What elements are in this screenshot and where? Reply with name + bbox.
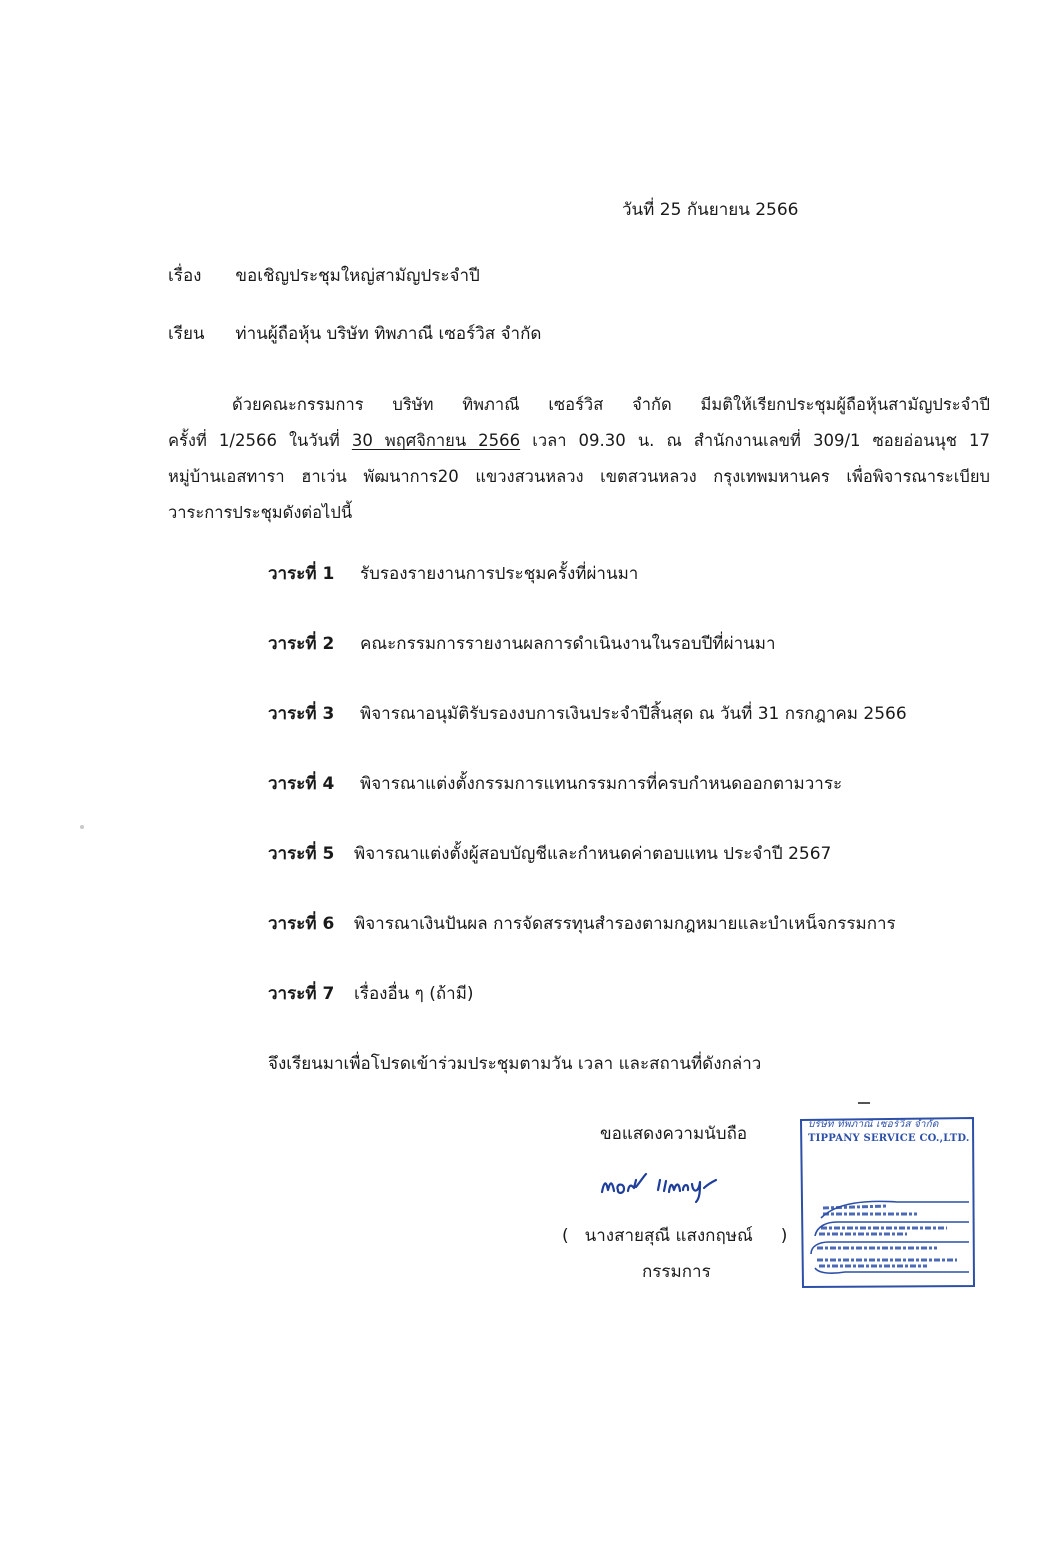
agenda-number: วาระที่ 7 [268,984,335,1004]
agenda-item-5 [268,840,831,867]
agenda-text: พิจารณาแต่งตั้งผู้สอบบัญชีและกำหนดค่าตอบแทน ประจำปี 2567 [354,844,832,864]
agenda-item-6 [268,910,896,937]
agenda-item-2 [268,630,776,657]
agenda-number: วาระที่ 4 [268,774,335,794]
signer-open-paren: ( [562,1226,569,1246]
stamp-company-thai: บริษัท ทิพภาณี เซอร์วิส จำกัด [808,1119,939,1130]
body-line-4: วาระการประชุมดังต่อไปนี้ [168,503,353,522]
letter-date: วันที่ 25 กันยายน 2566 [622,200,799,220]
agenda-number: วาระที่ 3 [268,704,335,724]
handwritten-signature [596,1160,736,1208]
agenda-number: วาระที่ 5 [268,844,335,864]
signer-close-paren: ) [780,1226,788,1246]
stamp-company-english: TIPPANY SERVICE CO.,LTD. [808,1133,970,1144]
subject-text: ขอเชิญประชุมใหญ่สามัญประจำปี [235,266,480,286]
agenda-item-1 [268,560,638,587]
agenda-text: คณะกรรมการรายงานผลการดำเนินงานในรอบปีที่ผ่านมา [360,634,776,654]
subject-label: เรื่อง [168,266,202,286]
subject-row [168,262,480,289]
regards-text: ขอแสดงความนับถือ [600,1124,748,1144]
meeting-date: 30 พฤศจิกายน 2566 [351,431,521,450]
agenda-number: วาระที่ 2 [268,634,335,654]
agenda-item-7 [268,980,474,1007]
signer-position: กรรมการ [642,1262,711,1282]
agenda-text: รับรองรายงานการประชุมครั้งที่ผ่านมา [360,564,639,584]
body-paragraph [168,387,990,531]
stamp-text [808,1118,970,1146]
agenda-text: พิจารณาเงินปันผล การจัดสรรทุนสำรองตามกฎหมายและบำเหน็จกรรมการ [354,914,896,934]
recipient-label: เรียน [168,324,205,344]
agenda-number: วาระที่ 1 [268,564,335,584]
scan-speck [80,825,84,829]
body-line-2 [168,423,990,459]
body-line-3: หมู่บ้านเอสทารา ฮาเว่น พัฒนาการ20 แขวงสวนหลวง เขตสวนหลวง กรุงเทพมหานคร เพื่อพิจารณาระเบียบ [168,467,990,486]
agenda-number: วาระที่ 6 [268,914,335,934]
recipient-row [168,320,541,347]
agenda-item-4 [268,770,842,797]
agenda-text: พิจารณาแต่งตั้งกรรมการแทนกรรมการที่ครบกำหนดออกตามวาระ [360,774,843,794]
agenda-item-3 [268,700,907,727]
agenda-text: เรื่องอื่น ๆ (ถ้ามี) [354,984,474,1004]
signer-name: นางสายสุณี แสงกฤษณ์ [584,1226,753,1246]
stamp-mark [858,1102,870,1104]
body-line-2-pre: ครั้งที่ 1/2566 ในวันที่ [168,431,352,450]
body-line-1: ด้วยคณะกรรมการ บริษัท ทิพภาณี เซอร์วิส จำกัด มีมติให้เรียกประชุมผู้ถือหุ้นสามัญประจำปี [232,395,990,414]
agenda-text: พิจารณาอนุมัติรับรองงบการเงินประจำปีสิ้นสุด ณ วันที่ 31 กรกฎาคม 2566 [360,704,907,724]
body-line-2-post: เวลา 09.30 น. ณ สำนักงานเลขที่ 309/1 ซอยอ่อนนุช 17 [520,431,991,450]
closing-sentence: จึงเรียนมาเพื่อโปรดเข้าร่วมประชุมตามวัน เวลา และสถานที่ดังกล่าว [268,1054,762,1074]
recipient-text: ท่านผู้ถือหุ้น บริษัท ทิพภาณี เซอร์วิส จำกัด [235,324,542,344]
signer-line [562,1222,787,1249]
